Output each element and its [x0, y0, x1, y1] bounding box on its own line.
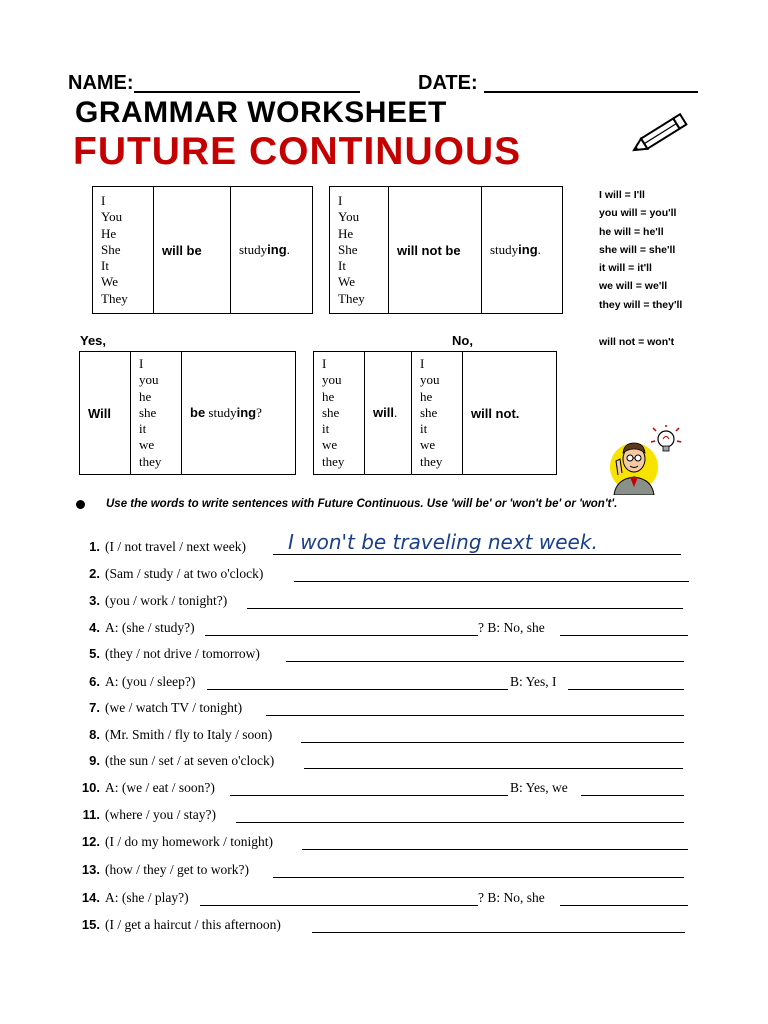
- pronoun: They: [338, 290, 365, 306]
- contraction: she will = she'll: [599, 243, 676, 256]
- answer-line[interactable]: [304, 768, 683, 769]
- exercise-13: [80, 862, 690, 880]
- contraction: you will = you'll: [599, 207, 677, 220]
- exercise-9: [80, 753, 690, 771]
- short-answer-line[interactable]: [560, 905, 688, 906]
- answer-line[interactable]: [294, 581, 689, 582]
- answer-line[interactable]: [230, 795, 508, 796]
- short-answer-prompt: B: Yes, I: [510, 674, 557, 689]
- question-will: Will: [80, 352, 131, 475]
- question-verb: [182, 352, 296, 475]
- pronoun: she: [322, 404, 340, 420]
- pronoun: it: [139, 421, 147, 437]
- worksheet-subtitle: FUTURE CONTINUOUS: [73, 130, 522, 173]
- exercise-prompt: (where / you / stay?): [105, 807, 216, 822]
- exercise-12: [80, 834, 690, 852]
- short-answer-prompt: ? B: No, she: [478, 890, 545, 905]
- pronoun: It: [338, 258, 346, 274]
- pronoun: he: [322, 388, 335, 404]
- short-answer-line[interactable]: [581, 795, 684, 796]
- exercise-prompt: (I / get a haircut / this afternoon): [105, 917, 281, 932]
- answer-line[interactable]: [266, 715, 684, 716]
- instructions: Use the words to write sentences with Future Continuous. Use 'will be' or 'won't be' or 'won't'.: [106, 498, 618, 510]
- short-answer-line[interactable]: [568, 689, 684, 690]
- be-word: be: [190, 404, 206, 420]
- pronoun: I: [420, 355, 425, 371]
- pronoun: we: [322, 437, 338, 453]
- exercise-number: 11.: [82, 807, 100, 822]
- affirmative-verb: [231, 187, 313, 314]
- answer-line[interactable]: [302, 849, 688, 850]
- exercise-number: 15.: [81, 917, 100, 932]
- pronoun: We: [338, 274, 355, 290]
- answer-line[interactable]: [312, 932, 685, 933]
- short-answers-table: [313, 351, 557, 475]
- answer-line[interactable]: [301, 742, 684, 743]
- exercise-number: 3.: [89, 593, 100, 608]
- pronoun: you: [322, 372, 342, 388]
- answer-line[interactable]: [236, 822, 684, 823]
- negative-table: [329, 186, 563, 314]
- name-field[interactable]: [134, 91, 360, 93]
- pronoun: it: [322, 421, 330, 437]
- bullet-icon: [76, 500, 85, 509]
- pronoun: I: [322, 355, 327, 371]
- question-table: [79, 351, 296, 475]
- exercise-4: [80, 620, 690, 638]
- exercise-6: [80, 674, 690, 692]
- exercise-number: 5.: [89, 646, 100, 661]
- pronoun: You: [338, 209, 360, 225]
- exercise-number: 1.: [89, 539, 100, 554]
- contractions-list: [599, 186, 682, 314]
- exercise-7: [80, 700, 690, 718]
- date-label: DATE:: [418, 72, 478, 94]
- exercise-prompt: A: (she / play?): [105, 890, 189, 905]
- exercise-number: 8.: [89, 727, 100, 742]
- exercise-prompt: (how / they / get to work?): [105, 862, 249, 877]
- exercise-prompt: A: (you / sleep?): [105, 674, 196, 689]
- pronoun: He: [338, 225, 354, 241]
- exercise-5: [80, 646, 690, 664]
- exercise-14: [80, 890, 690, 908]
- exercise-prompt: A: (we / eat / soon?): [105, 780, 215, 795]
- affirmative-aux: will be: [154, 187, 231, 314]
- worksheet-title: GRAMMAR WORKSHEET: [75, 96, 447, 129]
- pronoun: we: [139, 437, 155, 453]
- exercise-prompt: (the sun / set / at seven o'clock): [105, 753, 275, 768]
- contraction: he will = he'll: [599, 225, 664, 238]
- pronoun: I: [338, 192, 343, 208]
- pronoun: She: [338, 241, 358, 257]
- man-lightbulb-icon: [606, 425, 688, 495]
- exercise-number: 9.: [89, 753, 100, 768]
- exercise-10: [80, 780, 690, 798]
- answer-line[interactable]: [247, 608, 683, 609]
- exercise-number: 6.: [89, 674, 100, 689]
- pronoun: it: [420, 421, 428, 437]
- pronoun: he: [420, 388, 433, 404]
- date-field[interactable]: [484, 91, 698, 93]
- question-mark: ?: [256, 404, 262, 420]
- pronoun: They: [101, 290, 128, 306]
- example-answer: I won't be traveling next week.: [288, 530, 598, 554]
- affirmative-table: [92, 186, 313, 314]
- pronoun: We: [101, 274, 118, 290]
- answer-line[interactable]: [273, 877, 684, 878]
- exercise-15: [80, 917, 690, 935]
- negative-verb: [482, 187, 563, 314]
- pronoun: I: [139, 355, 144, 371]
- no-short-answer: will not.: [463, 352, 557, 475]
- verb-base: study: [208, 404, 237, 420]
- pronoun: you: [139, 372, 159, 388]
- yes-pronouns: [314, 352, 365, 475]
- period: .: [393, 405, 398, 420]
- exercise-prompt: (Mr. Smith / fly to Italy / soon): [105, 727, 273, 742]
- verb-base: study: [490, 241, 519, 257]
- answer-line[interactable]: [207, 689, 508, 690]
- exercise-prompt: (you / work / tonight?): [105, 593, 228, 608]
- exercise-prompt: (they / not drive / tomorrow): [105, 646, 260, 661]
- verb-base: study: [239, 241, 268, 257]
- period: .: [537, 241, 541, 257]
- pencil-icon: [628, 110, 692, 160]
- negative-aux: will not be: [389, 187, 482, 314]
- yes-short-answer: [365, 352, 412, 475]
- pronoun: She: [101, 241, 121, 257]
- exercise-prompt: (Sam / study / at two o'clock): [105, 566, 264, 581]
- exercise-number: 14.: [81, 890, 100, 905]
- pronoun: they: [420, 453, 443, 469]
- pronoun: she: [420, 404, 438, 420]
- answer-line[interactable]: [273, 554, 681, 555]
- yes-aux: will: [373, 405, 394, 420]
- contraction: we will = we'll: [599, 280, 668, 293]
- verb-suffix: ing: [267, 241, 287, 257]
- exercise-11: [80, 807, 690, 825]
- pronoun: she: [139, 404, 157, 420]
- exercise-prompt: (I / not travel / next week): [105, 539, 246, 554]
- short-answer-line[interactable]: [560, 635, 688, 636]
- pronoun: they: [139, 453, 162, 469]
- exercise-number: 12.: [81, 834, 100, 849]
- no-pronouns: [412, 352, 463, 475]
- answer-line[interactable]: [200, 905, 478, 906]
- yes-label: Yes,: [80, 333, 107, 348]
- period: .: [286, 241, 290, 257]
- pronoun: You: [101, 209, 123, 225]
- exercise-prompt: (we / watch TV / tonight): [105, 700, 243, 715]
- exercise-3: [80, 593, 690, 611]
- no-label: No,: [452, 333, 473, 348]
- pronoun: he: [139, 388, 152, 404]
- exercise-8: [80, 727, 690, 745]
- wont-contraction: will not = won't: [599, 336, 675, 348]
- contraction: they will = they'll: [599, 298, 683, 311]
- affirmative-pronouns: [93, 187, 154, 314]
- verb-suffix: ing: [518, 241, 538, 257]
- pronoun: you: [420, 372, 440, 388]
- verb-suffix: ing: [236, 404, 257, 420]
- name-label: NAME:: [68, 72, 134, 94]
- contraction: it will = it'll: [599, 262, 652, 275]
- exercise-prompt: A: (she / study?): [105, 620, 195, 635]
- exercise-number: 2.: [89, 566, 100, 581]
- short-answer-prompt: ? B: No, she: [478, 620, 545, 635]
- question-pronouns: [131, 352, 182, 475]
- answer-line[interactable]: [205, 635, 478, 636]
- pronoun: they: [322, 453, 345, 469]
- negative-pronouns: [330, 187, 389, 314]
- exercise-prompt: (I / do my homework / tonight): [105, 834, 273, 849]
- pronoun: we: [420, 437, 436, 453]
- pronoun: He: [101, 225, 117, 241]
- exercise-number: 10.: [81, 780, 100, 795]
- exercise-2: [80, 566, 690, 584]
- pronoun: I: [101, 192, 106, 208]
- exercise-number: 4.: [89, 620, 100, 635]
- pronoun: It: [101, 258, 109, 274]
- contraction: I will = I'll: [599, 189, 645, 201]
- exercise-number: 7.: [89, 700, 100, 715]
- exercise-number: 13.: [81, 862, 100, 877]
- short-answer-prompt: B: Yes, we: [510, 780, 568, 795]
- answer-line[interactable]: [286, 661, 684, 662]
